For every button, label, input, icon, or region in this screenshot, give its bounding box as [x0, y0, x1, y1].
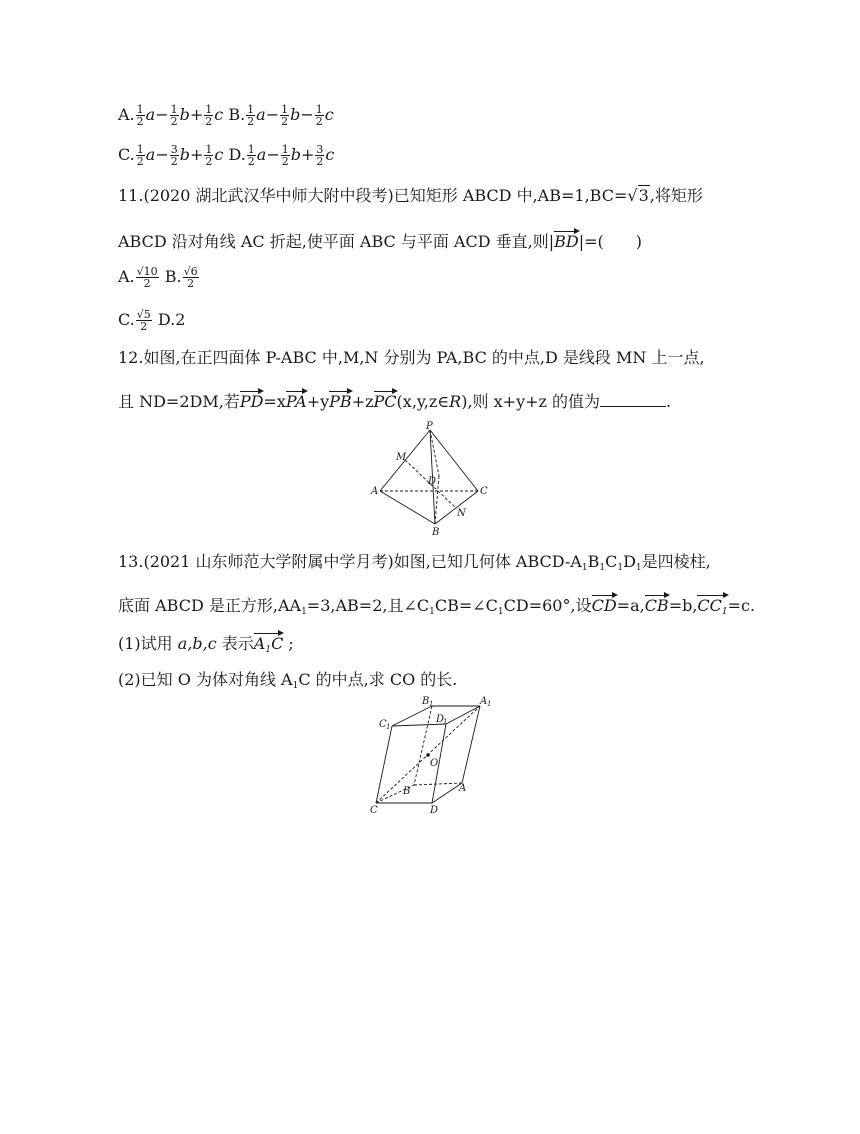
q11-text: 11.(2020 湖北武汉华中师大附中段考)已知矩形 ABCD 中,AB=1,BC= — [118, 186, 628, 205]
op: − — [265, 105, 280, 124]
q13-stem-line-2: 底面 ABCD 是正方形$,AA_1=3,AB=2$,且$\angle C_1CB=\angle C_1CD=60^\circ$,设$CD=a,CB=b,CC_1=c$. — [118, 592, 755, 622]
op: + — [300, 145, 315, 164]
fraction: $\frac{1}{2}$ — [170, 103, 178, 128]
q11-option-a-label: A. — [118, 267, 135, 286]
vars-abc: a,b,c — [177, 634, 217, 653]
op: − — [300, 105, 314, 124]
label-c1: C — [379, 719, 387, 730]
fraction: $\frac{1}{2}$ — [247, 143, 255, 168]
answer-blank[interactable] — [600, 392, 666, 407]
fraction: $\frac{1}{2}$ — [205, 143, 213, 168]
q13-part1-text: (1)试用 — [118, 634, 178, 653]
var-b: b — [290, 145, 301, 164]
var-c: c — [325, 145, 335, 164]
fraction: $\frac{1}{2}$ — [281, 143, 289, 168]
q11-options-row-2 — [118, 309, 185, 332]
label-p: P — [426, 421, 433, 432]
q11-option-c-label: C. — [118, 310, 135, 329]
q12-stem-line-1 — [118, 348, 705, 368]
q11-options-row-1 — [118, 266, 200, 289]
fraction: $\frac{1}{2}$ — [136, 103, 144, 128]
fraction: $\frac{1}{2}$ — [315, 103, 323, 128]
label-a: A — [459, 783, 467, 794]
q10-option-a-label: A. — [118, 105, 135, 124]
vector-a1c: $A_1C$ — [254, 630, 284, 660]
fraction: $\frac{1}{2}$ — [136, 143, 144, 168]
vector-pb: PB — [329, 388, 352, 412]
q13-text: 底面 ABCD 是正方形,AA — [118, 596, 302, 615]
fraction: $\frac{3}{2}$ — [170, 143, 178, 168]
vector-pa: PA — [286, 388, 307, 412]
sqrt-expression: √3 — [627, 186, 649, 205]
op: + — [189, 145, 204, 164]
q13-part2-text: (2)已知 O 为体对角线 A — [118, 670, 293, 689]
q13-text: 是四棱柱, — [641, 552, 711, 571]
q11-option-d-label: D. — [157, 310, 176, 329]
var-a: a — [145, 145, 156, 164]
fraction: $\frac{1}{2}$ — [247, 103, 255, 128]
prism-figure — [366, 694, 500, 816]
q13-text: 13.(2021 山东师范大学附属中学月考)如图,已知几何体 ABCD-A — [118, 552, 582, 571]
label-c: C — [480, 486, 488, 497]
subscript: 1 — [429, 700, 434, 708]
q12-text: 且 ND=2DM,若 — [118, 392, 240, 411]
var-a: a — [145, 105, 156, 124]
q10-option-c-label: C. — [118, 145, 135, 164]
vector-cd: CD — [592, 592, 617, 616]
q11-answer-paren: |=( ) — [578, 232, 643, 251]
op: − — [266, 145, 280, 164]
op: − — [155, 105, 169, 124]
q11-text: ,将矩形 — [649, 186, 703, 205]
vector-bd: BD — [554, 228, 579, 252]
vector-cc1: $CC_1$ — [697, 592, 727, 622]
var-c: c — [214, 105, 224, 124]
label-d: D — [428, 476, 437, 487]
fraction: $\frac{√5}{2}$ — [136, 308, 151, 333]
q13-part-2: (2)已知 O 为体对角线 $A_1C$ 的中点,求 CO 的长. — [118, 670, 458, 691]
q11-option-b-label: B. — [164, 267, 182, 286]
q11-stem-line-2 — [118, 228, 642, 252]
q13-stem-line-1: 13.(2021 山东师范大学附属中学月考)如图,已知几何体 ABCD-$A_1B_1C_1D_1$是四棱柱, — [118, 552, 711, 573]
vector-pd: PD — [240, 388, 264, 412]
op: − — [155, 145, 169, 164]
fraction: $\frac{1}{2}$ — [281, 103, 289, 128]
q10-options-row-1 — [118, 104, 334, 127]
label-d: D — [430, 805, 439, 816]
q12-text: ),则 x+y+z 的值为 — [461, 392, 601, 411]
fraction: $\frac{√10}{2}$ — [136, 265, 158, 290]
var-c: c — [324, 105, 334, 124]
var-b: b — [179, 145, 190, 164]
subscript: 1 — [443, 718, 448, 726]
center-point-o — [426, 753, 430, 757]
fraction: $\frac{√6}{2}$ — [183, 265, 198, 290]
var-a: a — [256, 105, 266, 124]
label-b: B — [432, 527, 440, 538]
label-b: B — [403, 786, 411, 797]
var-b: b — [290, 105, 301, 124]
q11-stem-line-1 — [118, 186, 703, 206]
label-b1: B — [422, 696, 430, 707]
q11-option-d-value: 2 — [175, 310, 186, 329]
label-c: C — [370, 805, 378, 816]
label-d1: D — [436, 714, 445, 725]
label-m: M — [396, 452, 407, 463]
tetrahedron-figure — [368, 420, 492, 538]
op: + — [189, 105, 204, 124]
q10-option-d-label: D. — [228, 145, 246, 164]
var-c: c — [214, 145, 224, 164]
q12-stem-line-2: 且 ND=2DM,若PD=xPA+yPB+zPC(x,y,z∈R),则 x+y+z 的值为 . — [118, 388, 671, 412]
vector-cb: CB — [645, 592, 669, 616]
q13-part-1: (1)试用 a,b,c 表示$A_1C$ ; — [118, 630, 294, 660]
q12-text: 12.如图,在正四面体 P-ABC 中,M,N 分别为 PA,BC 的中点,D 是线段 MN 上一点, — [118, 348, 705, 367]
fraction: $\frac{1}{2}$ — [205, 103, 213, 128]
label-o: O — [430, 758, 439, 769]
label-a1: A — [480, 696, 488, 707]
var-b: b — [179, 105, 190, 124]
subscript: 1 — [487, 700, 492, 708]
q11-text: ABCD 沿对角线 AC 折起,使平面 ABC 与平面 ACD 垂直,则| — [118, 232, 555, 251]
q10-option-b-label: B. — [228, 105, 246, 124]
subscript: 1 — [386, 723, 391, 731]
vector-pc: PC — [374, 388, 397, 412]
fraction: $\frac{3}{2}$ — [316, 143, 324, 168]
label-n: N — [457, 508, 466, 519]
var-a: a — [256, 145, 267, 164]
real-set-symbol: R — [449, 392, 462, 411]
label-a: A — [371, 486, 379, 497]
q10-options-row-2 — [118, 144, 334, 167]
